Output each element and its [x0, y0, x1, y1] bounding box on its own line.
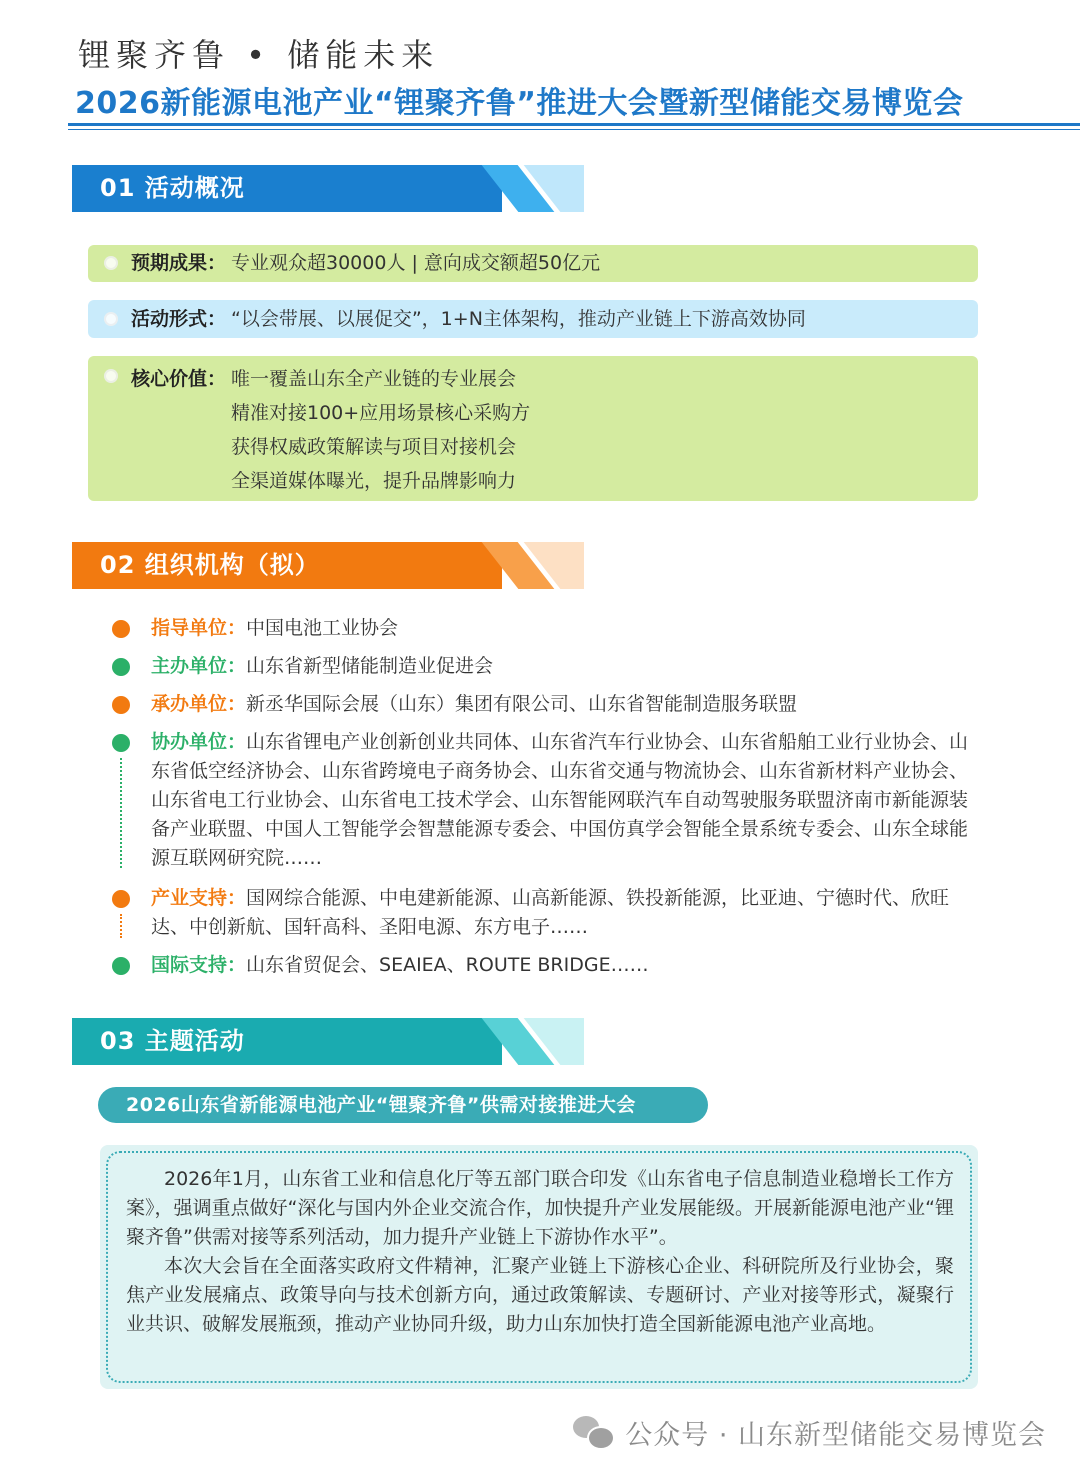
- bullet-icon: [104, 369, 118, 383]
- info-key: 活动形式：: [131, 308, 227, 330]
- org-value: 新丞华国际会展（山东）集团有限公司、山东省智能制造服务联盟: [246, 693, 798, 715]
- org-value: 山东省新型储能制造业促进会: [246, 655, 494, 677]
- org-value: 国网综合能源、中电建新能源、山高新能源、铁投新能源，比亚迪、宁德时代、欣旺达、中创新航、国轩高科、圣阳电源、东方电子……: [151, 887, 950, 938]
- org-key: 承办单位：: [151, 693, 247, 715]
- info-value-line: 唯一覆盖山东全产业链的专业展会: [231, 368, 517, 390]
- bullet-dot-icon: [112, 620, 130, 638]
- bullet-dot-icon: [112, 957, 130, 975]
- section-title: 01 活动概况: [100, 174, 245, 202]
- info-key: 核心价值：: [131, 368, 227, 390]
- org-item-guide: [110, 614, 990, 643]
- dotted-connector: [120, 758, 122, 868]
- bullet-dot-icon: [112, 696, 130, 714]
- section-title: 03 主题活动: [100, 1027, 245, 1055]
- info-value-line: 精准对接100+应用场景核心采购方: [231, 402, 531, 424]
- dotted-connector: [120, 914, 122, 938]
- footer-text: 公众号 · 山东新型储能交易博览会: [625, 1420, 1046, 1451]
- info-value-line: 获得权威政策解读与项目对接机会: [231, 436, 517, 458]
- slogan: 锂聚齐鲁 • 储能未来: [78, 36, 440, 74]
- footer-watermark: [573, 1413, 1046, 1452]
- org-item-host: [110, 652, 990, 681]
- org-value: 山东省贸促会、SEAIEA、ROUTE BRIDGE……: [246, 954, 649, 976]
- section-header-organization: [72, 542, 584, 589]
- section-header-overview: [72, 165, 584, 212]
- org-item-industry-support: [110, 884, 990, 942]
- page-title: 2026新能源电池产业“锂聚齐鲁”推进大会暨新型储能交易博览会: [75, 86, 964, 121]
- event-description-panel: [100, 1145, 978, 1389]
- header-divider-thin: [68, 129, 1080, 130]
- bullet-icon: [104, 312, 118, 326]
- bullet-dot-icon: [112, 658, 130, 676]
- info-box-results: [88, 245, 978, 282]
- header-divider: [68, 123, 1080, 126]
- wechat-icon: [573, 1416, 613, 1448]
- org-value: 中国电池工业协会: [246, 617, 399, 639]
- org-value: 山东省锂电产业创新创业共同体、山东省汽车行业协会、山东省船舶工业行业协会、山东省低空经济协会、山东省跨境电子商务协会、山东省交通与物流协会、山东省新材料产业协会、山东省电工行业协会、山东省电工技术学会、山东智能网联汽车自动驾驶服务联盟济南市新能源装备产业联盟、中国人工智能学会智慧能源专委会、中国仿真学会智能全景系统专委会、山东全球能源互联网研究院……: [151, 731, 969, 869]
- info-value: “以会带展、以展促交”，1+N主体架构，推动产业链上下游高效协同: [231, 308, 806, 330]
- info-box-format: [88, 300, 978, 338]
- org-key: 指导单位：: [151, 617, 247, 639]
- event-subtitle-pill: 2026山东省新能源电池产业“锂聚齐鲁”供需对接推进大会: [98, 1087, 708, 1123]
- org-item-organizer: [110, 690, 990, 719]
- bullet-icon: [104, 256, 118, 270]
- org-key: 国际支持：: [151, 954, 247, 976]
- info-value-line: 全渠道媒体曝光，提升品牌影响力: [231, 470, 517, 492]
- section-title: 02 组织机构（拟）: [100, 551, 320, 579]
- bullet-dot-icon: [112, 890, 130, 908]
- org-key: 协办单位：: [151, 731, 247, 753]
- info-value-list: [231, 362, 530, 498]
- org-item-co-organizer: [110, 728, 990, 874]
- info-value: 专业观众超30000人 | 意向成交额超50亿元: [231, 252, 601, 274]
- org-key: 主办单位：: [151, 655, 247, 677]
- info-key: 预期成果：: [131, 252, 227, 274]
- org-key: 产业支持：: [151, 887, 247, 909]
- section-header-theme: [72, 1018, 584, 1065]
- info-box-value: [88, 356, 978, 501]
- event-paragraph: 2026年1月，山东省工业和信息化厅等五部门联合印发《山东省电子信息制造业稳增长工作方案》，强调重点做好“深化与国内外企业交流合作，加快提升产业发展能级。开展新能源电池产业“锂聚齐鲁”供需对接等系列活动，加力提升产业链上下游协作水平”。: [126, 1168, 954, 1248]
- org-item-international-support: [110, 951, 990, 980]
- bullet-dot-icon: [112, 734, 130, 752]
- event-paragraph: 本次大会旨在全面落实政府文件精神，汇聚产业链上下游核心企业、科研院所及行业协会，聚焦产业发展痛点、政策导向与技术创新方向，通过政策解读、专题研讨、产业对接等形式，凝聚行业共识、破解发展瓶颈，推动产业协同升级，助力山东加快打造全国新能源电池产业高地。: [126, 1255, 954, 1335]
